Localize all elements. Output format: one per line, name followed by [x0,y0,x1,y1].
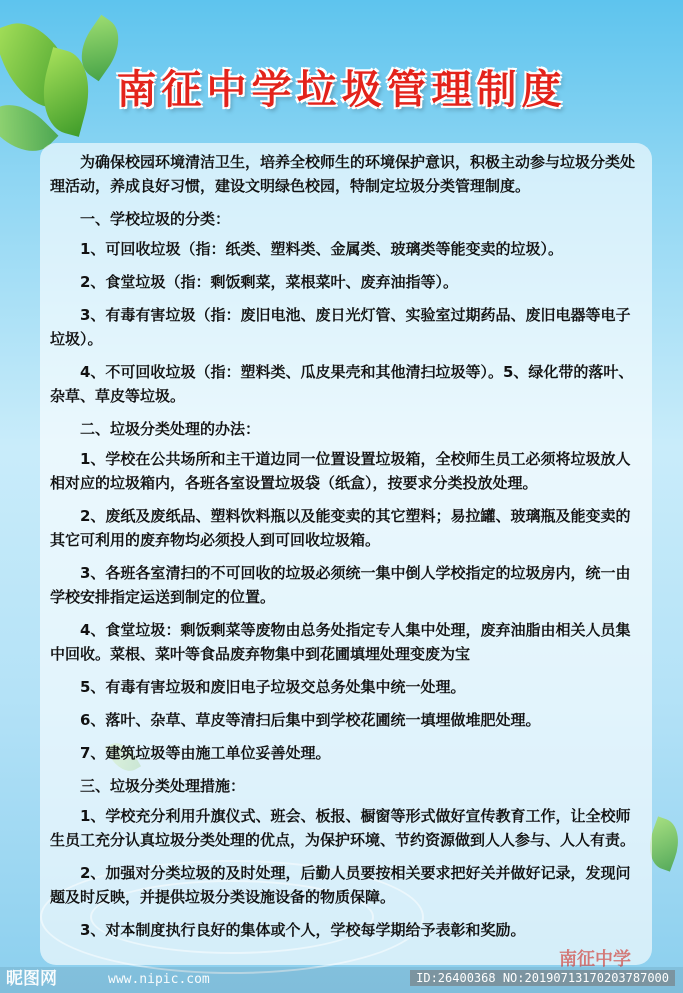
watermark-url: www.nipic.com [108,972,210,987]
rule-item: 6、落叶、杂草、草皮等清扫后集中到学校花圃统一填埋做堆肥处理。 [80,711,541,729]
rule-item: 5、有毒有害垃圾和废旧电子垃圾交总务处集中统一处理。 [80,678,466,696]
rule-item: 2、食堂垃圾（指：剩饭剩菜，菜根菜叶、废弃油指等）。 [80,273,458,291]
rule-item: 4、不可回收垃圾（指：塑料类、瓜皮果壳和其他清扫垃圾等）。5、绿化带的落叶、杂草、草皮等垃圾。 [50,363,634,405]
rule-item: 1、学校在公共场所和主干道边同一位置设置垃圾箱，全校师生员工必须将垃圾放人相对应的垃圾箱内，各班各室设置垃圾袋（纸盒），按要求分类投放处理。 [50,450,631,492]
watermark-id: ID:26400368 NO:20190713170203787000 [410,970,675,986]
rule-item: 4、食堂垃圾：剩饭剩菜等废物由总务处指定专人集中处理，废弃油脂由相关人员集中回收。菜根、菜叶等食品废弃物集中到花圃填埋处理变废为宝 [50,621,631,663]
rule-item: 3、对本制度执行良好的集体或个人，学校每学期给予表彰和奖励。 [80,921,526,939]
rule-item: 7、建筑垃圾等由施工单位妥善处理。 [80,744,331,762]
school-stamp: 南征中学 [559,949,631,970]
rule-item: 1、学校充分利用升旗仪式、班会、板报、橱窗等形式做好宣传教育工作，让全校师生员工充分认真垃圾分类处理的优点，为保护环境、节约资源做到人人参与、人人有责。 [50,807,636,849]
rule-item: 3、各班各室清扫的不可回收的垃圾必须统一集中倒人学校指定的垃圾房内，统一由学校安排指定运送到制定的位置。 [50,564,631,606]
section-heading: 一、学校垃圾的分类： [80,210,231,228]
rule-item: 3、有毒有害垃圾（指：废旧电池、废日光灯管、实验室过期药品、废旧电器等电子垃圾）。 [50,306,631,348]
rule-item: 2、废纸及废纸品、塑料饮料瓶以及能变卖的其它塑料；易拉罐、玻璃瓶及能变卖的其它可利用的废弃物均必须投人到可回收垃圾箱。 [50,507,631,549]
section-heading: 二、垃圾分类处理的办法： [80,420,261,438]
watermark-logo: 昵图网 [6,969,57,989]
section-heading: 三、垃圾分类处理措施： [80,777,246,795]
rule-item: 2、加强对分类垃圾的及时处理，后勤人员要按相关要求把好关并做好记录，发现问题及时反映，并提供垃圾分类设施设备的物质保障。 [50,864,631,906]
rule-item: 1、可回收垃圾（指：纸类、塑料类、金属类、玻璃类等能变卖的垃圾）。 [80,240,563,258]
intro-paragraph: 为确保校园环境清洁卫生，培养全校师生的环境保护意识，积极主动参与垃圾分类处理活动，养成良好习惯，建设文明绿色校园，特制定垃圾分类管理制度。 [50,153,636,195]
page-title: 南征中学垃圾管理制度 [116,67,567,113]
regulation-text [50,150,644,951]
